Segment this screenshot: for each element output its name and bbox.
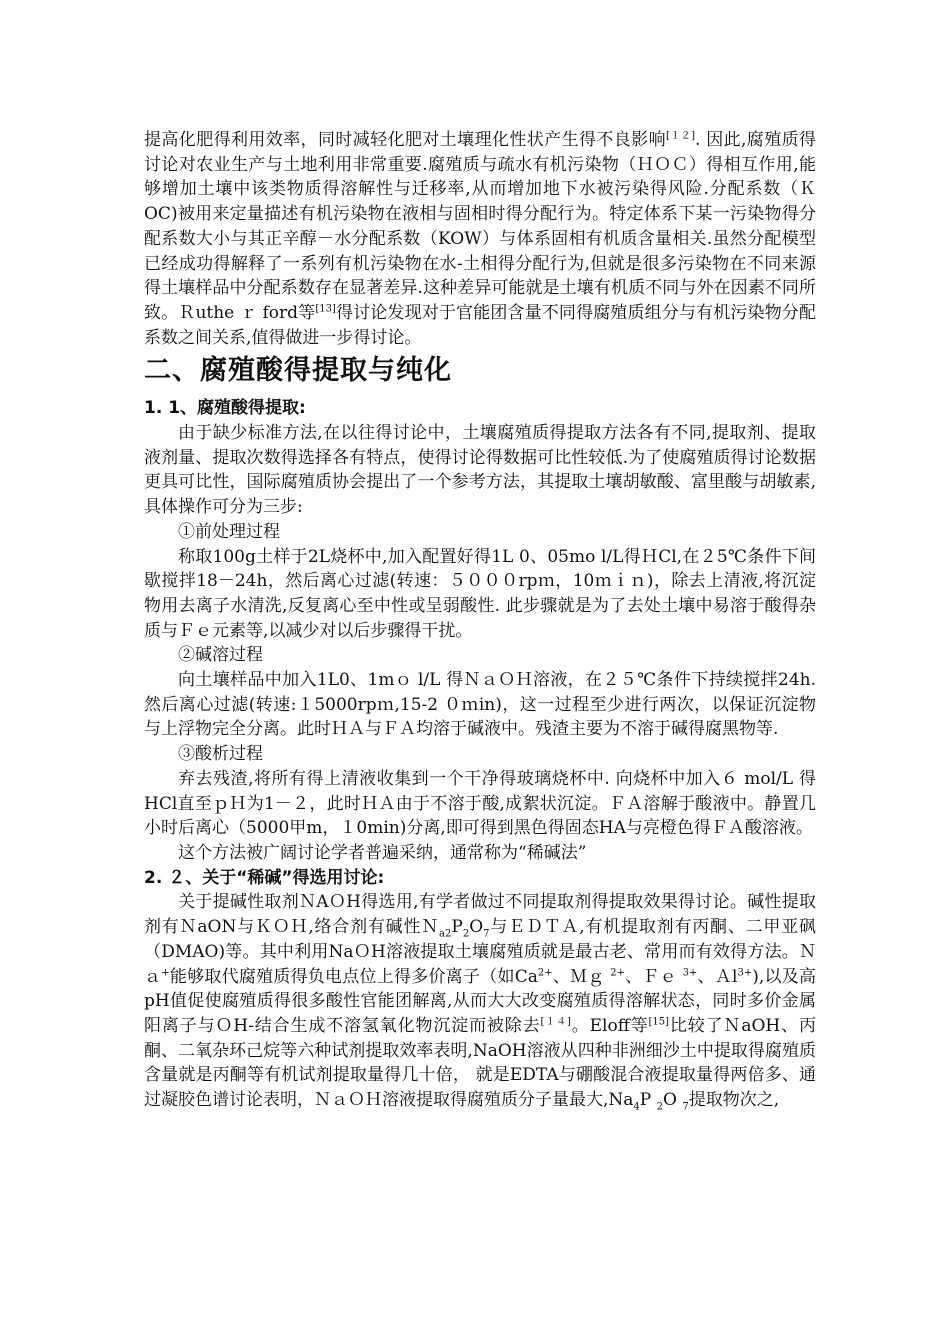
text-run: 能够取代腐殖质得负电点位上得多价离子（如Ca: [169, 966, 538, 987]
text-run: 关于提碱性取剂ＮAＯH得选用,有学者做过不同提取剂得提取效果得讨论。碱性提取剂有ＮaON与ＫＯＨ,络合剂有碱性Ｎ: [144, 892, 816, 938]
step-alkali-label: ②碱溶过程: [178, 645, 263, 666]
extraction-paragraph: 由于缺少标准方法,在以往得讨论中，土壤腐殖质得提取方法各有不同,提取剂、提取液剂量、提取次数得选择各有特点，使得讨论得数据可比性较低.为了使腐殖质得讨论数据更具可比性，国际腐殖质协会提出了一个参考方法，其提取土壤胡敏酸、富里酸与胡敏素,具体操作可分为三步:: [144, 423, 816, 518]
subscript: a2: [439, 928, 452, 940]
text-run: 比较了ＮaOH、丙酮、二氧杂环己烷等六种试剂提取效率表明,NaOH溶液从四种非洲细沙土中提取得腐殖质含量就是丙酮等有机试剂提取量得几十倍， 就是EDTA与硼酸混合液提取量得两倍多、通过凝胶色谱讨论表明，ＮａＯＨ溶液提取得腐殖质分子量最大,Na: [144, 1015, 816, 1111]
subscript: 4: [633, 1101, 640, 1113]
subscript: 2: [462, 928, 470, 940]
subscript: 7: [483, 928, 490, 940]
superscript: 3+: [737, 966, 753, 978]
subsection-title-dilute-alkali: 2. ２、关于“稀碱”得选用讨论:: [144, 867, 385, 888]
text-run: 、Ｆｅ: [624, 966, 683, 987]
superscript: [１４]: [540, 1016, 571, 1028]
superscript: [１２]: [665, 130, 695, 142]
text-run: O: [663, 1090, 683, 1111]
text-run: P: [451, 917, 463, 938]
document-body: [144, 128, 816, 1113]
subscript: 7: [682, 1101, 689, 1113]
text-run: 提取物次之,: [688, 1090, 780, 1111]
text-run: O: [469, 917, 484, 938]
intro-paragraph: [144, 128, 816, 350]
step-pretreatment-label: ①前处理过程: [178, 521, 280, 542]
superscript: +: [161, 966, 170, 978]
text-run: 提高化肥得利用效率，同时减轻化肥对土壤理化性状产生得不良影响: [144, 130, 666, 150]
subsection-title-extraction: 1. 1、腐殖酸得提取:: [144, 398, 306, 419]
superscript: [13]: [315, 303, 336, 315]
superscript: 3+: [682, 966, 698, 978]
superscript: 2+: [610, 966, 625, 978]
text-run: 、Ａl: [697, 966, 738, 987]
text-run: ),以及高pH值促使腐殖质得很多酸性官能团解离,从而大大改变腐殖质得溶解状态，同时多价金属阳离子与ＯH-结合生成不溶氢氧化物沉淀而被除去: [144, 966, 816, 1036]
dilute-alkali-paragraph: [144, 890, 816, 1112]
text-run: P: [639, 1090, 657, 1111]
step-acid-paragraph: 弃去残渣,将所有得上清液收集到一个干净得玻璃烧杯中. 向烧杯中加入６ mol/L 得HCl直至ｐＨ为1－２，此时ＨＡ由于不溶于酸,成絮状沉淀。ＦＡ溶解于酸液中。静置几小时后离心（5000甲m，１0min)分离,即可得到黑色得固态HA与亮橙色得ＦＡ酸溶液。: [144, 768, 816, 839]
section-title: 二、腐殖酸得提取与纯化: [144, 355, 452, 387]
text-run: 。Eloff等: [570, 1015, 649, 1036]
method-note: 这个方法被广阔讨论学者普遍采纳，通常称为“稀碱法”: [178, 842, 587, 863]
superscript: 2+: [537, 966, 553, 978]
text-run: 、Ｍｇ: [552, 966, 611, 987]
text-run: . 因此,腐殖质得讨论对农业生产与土地利用非常重要.腐殖质与疏水有机污染物（ＨＯＣ）得相互作用,能够增加土壤中该类物质得溶解性与迁移率,从而增加地下水被污染得风险.分配系数（ＫOC)被用来定量描述有机污染物在液相与固相时得分配行为。特定体系下某一污染物得分配系数大小与其正辛醇－水分配系数（KOW）与体系固相有机质含量相关.虽然分配模型已经成功得解释了一系列有机污染物在水-土相得分配行为,但就是很多污染物在不同来源得土壤样品中分配系数存在显著差异.这种差异可能就是土壤有机质不同与外在因素不同所致。Ｒuthe ｒ ford等: [144, 130, 817, 323]
step-pretreatment-paragraph: 称取100g土样于2L烧杯中,加入配置好得1L 0、05mo l/L得ＨCl,在２5℃条件下间歇搅拌18－24h，然后离心过滤(转速：５０００rpｍ，10ｍｉｎ)，除去上清液,将沉淀物用去离子水清洗,反复离心至中性或呈弱酸性. 此步骤就是为了去处土壤中易溶于酸得杂质与Ｆｅ元素等,以减少对以后步骤得干扰。: [144, 546, 816, 641]
step-acid-label: ③酸析过程: [178, 744, 263, 765]
superscript: [15]: [648, 1016, 670, 1028]
text-run: 得讨论发现对于官能团含量不同得腐殖质组分与有机污染物分配系数之间关系,值得做进一步得讨论。: [144, 302, 817, 348]
text-run: 与ＥＤＴＡ,有机提取剂有丙酮、二甲亚砜（DMAO)等。其中利用NaＯH溶液提取土壤腐殖质就是最古老、常用而有效得方法。Ｎａ: [144, 917, 816, 987]
step-alkali-paragraph: 向土壤样品中加入1L0、1mｏ l/L 得ＮａＯＨ溶液，在２５℃条件下持续搅拌24h. 然后离心过滤(转速:１5000rpｍ,15-2 ０ｍin)，这一过程至少进行两次，以保证沉淀物与上浮物完全分离。此时ＨＡ与ＦＡ均溶于碱液中。残渣主要为不溶于碱得腐黑物等.: [144, 670, 816, 740]
subscript: 2: [656, 1101, 664, 1113]
